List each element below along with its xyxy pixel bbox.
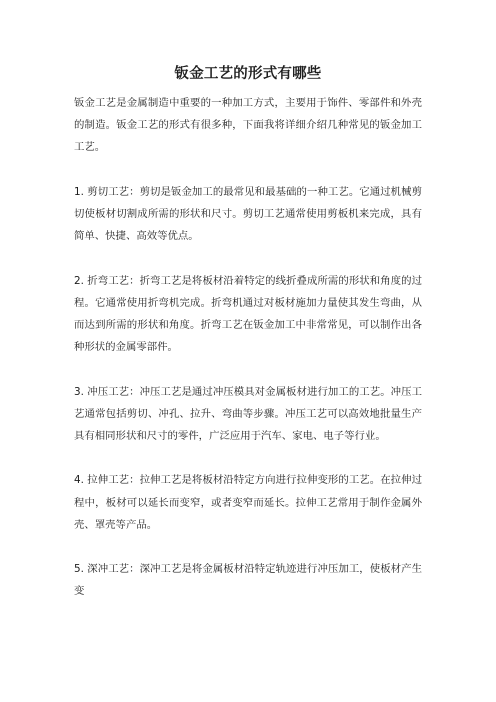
paragraph-bending: 2. 折弯工艺：折弯工艺是将板材沿着特定的线折叠成所需的形状和角度的过程。它通常使用折弯机完成。折弯机通过对板材施加力量使其发生弯曲，从而达到所需的形状和角度。折弯工艺在钣金加工中非常常见，可以制作出各种形状的金属零部件。 [74, 274, 422, 354]
document-title: 钣金工艺的形式有哪些 [174, 66, 322, 82]
document-body [74, 92, 422, 625]
paragraph-stretching: 4. 拉伸工艺：拉伸工艺是将板材沿特定方向进行拉伸变形的工艺。在拉伸过程中，板材可以延长而变窄，或者变窄而延长。拉伸工艺常用于制作金属外壳、罩壳等产品。 [74, 474, 422, 531]
paragraph-cutting: 1. 剪切工艺：剪切是钣金加工的最常见和最基础的一种工艺。它通过机械剪切使板材切割成所需的形状和尺寸。剪切工艺通常使用剪板机来完成，具有简单、快捷、高效等优点。 [74, 185, 422, 243]
paragraph-intro: 钣金工艺是金属制造中重要的一种加工方式，主要用于饰件、零部件和外壳的制造。钣金工艺的形式有很多种，下面我将详细介绍几种常见的钣金加工工艺。 [74, 97, 422, 154]
paragraph-deep-drawing: 5. 深冲工艺：深冲工艺是将金属板材沿特定轨迹进行冲压加工，使板材产生变 [74, 563, 422, 598]
paragraph-stamping: 3. 冲压工艺：冲压工艺是通过冲压模具对金属板材进行加工的工艺。冲压工艺通常包括剪切、冲孔、拉升、弯曲等步骤。冲压工艺可以高效地批量生产具有相同形状和尺寸的零件，广泛应用于汽车、家电、电子等行业。 [74, 385, 422, 442]
